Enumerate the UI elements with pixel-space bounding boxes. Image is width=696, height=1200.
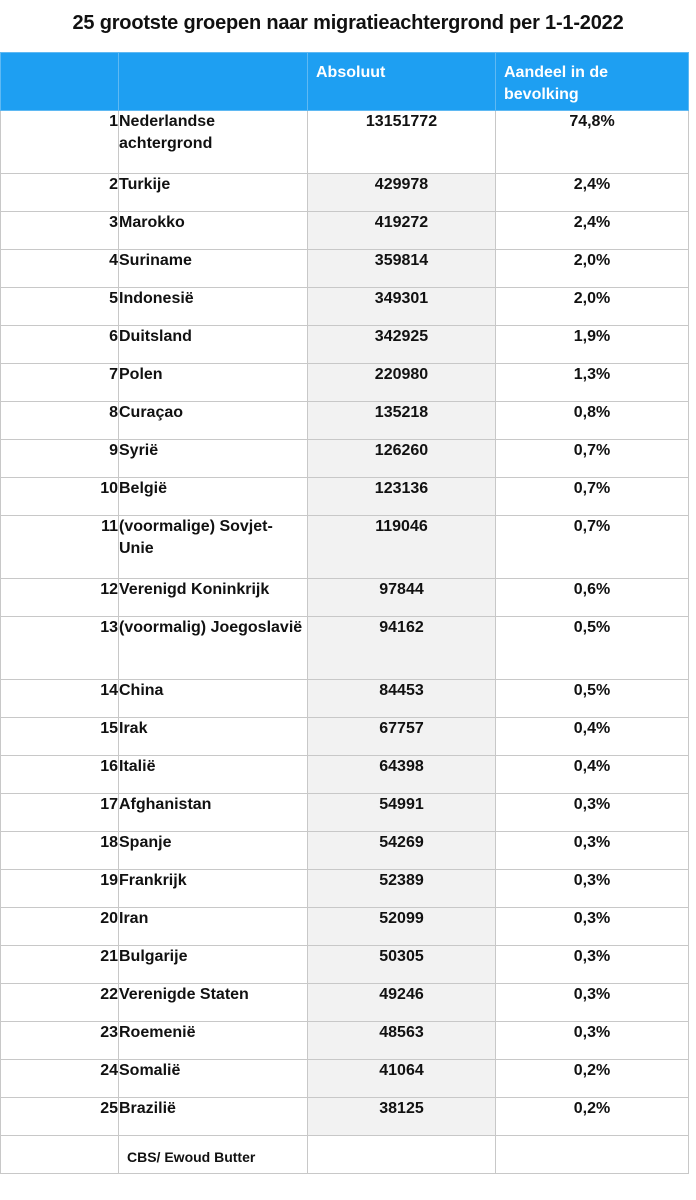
header-rank: [1, 53, 119, 111]
share-value-cell: 2,0%: [496, 250, 689, 288]
share-value-cell: 0,7%: [496, 440, 689, 478]
table-row: [1, 870, 689, 908]
absolute-value-cell: 349301: [308, 288, 496, 326]
table-row: [1, 1098, 689, 1136]
share-value-cell: 0,3%: [496, 794, 689, 832]
rank-cell: 18: [1, 832, 119, 870]
rank-cell: 17: [1, 794, 119, 832]
rank-cell: 16: [1, 756, 119, 794]
absolute-value-cell: 54991: [308, 794, 496, 832]
share-value-cell: 1,9%: [496, 326, 689, 364]
source-empty-cell: [308, 1136, 496, 1174]
header-name: [119, 53, 308, 111]
absolute-value-cell: 49246: [308, 984, 496, 1022]
share-value-cell: 0,2%: [496, 1060, 689, 1098]
rank-cell: 11: [1, 516, 119, 579]
absolute-value-cell: 52099: [308, 908, 496, 946]
group-name-cell: (voormalig) Joegoslavië: [119, 617, 308, 680]
rank-cell: 6: [1, 326, 119, 364]
rank-cell: 25: [1, 1098, 119, 1136]
group-name-cell: Irak: [119, 718, 308, 756]
rank-cell: 9: [1, 440, 119, 478]
group-name-cell: (voormalige) Sovjet-Unie: [119, 516, 308, 579]
share-value-cell: 0,7%: [496, 516, 689, 579]
share-value-cell: 0,3%: [496, 870, 689, 908]
group-name-cell: Nederlandse achtergrond: [119, 111, 308, 174]
table-row: [1, 908, 689, 946]
group-name-cell: Marokko: [119, 212, 308, 250]
group-name-cell: Polen: [119, 364, 308, 402]
absolute-value-cell: 41064: [308, 1060, 496, 1098]
absolute-value-cell: 123136: [308, 478, 496, 516]
group-name-cell: Verenigde Staten: [119, 984, 308, 1022]
group-name-cell: Spanje: [119, 832, 308, 870]
table-row: [1, 288, 689, 326]
source-empty-cell: [496, 1136, 689, 1174]
share-value-cell: 0,6%: [496, 579, 689, 617]
rank-cell: 21: [1, 946, 119, 984]
absolute-value-cell: 38125: [308, 1098, 496, 1136]
share-value-cell: 0,4%: [496, 756, 689, 794]
absolute-value-cell: 97844: [308, 579, 496, 617]
table-row: [1, 516, 689, 579]
share-value-cell: 0,5%: [496, 680, 689, 718]
absolute-value-cell: 359814: [308, 250, 496, 288]
source-label: CBS/ Ewoud Butter: [119, 1136, 308, 1174]
group-name-cell: Brazilië: [119, 1098, 308, 1136]
table-row: [1, 478, 689, 516]
rank-cell: 7: [1, 364, 119, 402]
header-row: [1, 53, 689, 111]
absolute-value-cell: 429978: [308, 174, 496, 212]
group-name-cell: Bulgarije: [119, 946, 308, 984]
absolute-value-cell: 220980: [308, 364, 496, 402]
group-name-cell: Syrië: [119, 440, 308, 478]
share-value-cell: 0,5%: [496, 617, 689, 680]
rank-cell: 1: [1, 111, 119, 174]
group-name-cell: België: [119, 478, 308, 516]
share-value-cell: 2,4%: [496, 174, 689, 212]
group-name-cell: Iran: [119, 908, 308, 946]
share-value-cell: 0,7%: [496, 478, 689, 516]
absolute-value-cell: 94162: [308, 617, 496, 680]
absolute-value-cell: 52389: [308, 870, 496, 908]
table-row: [1, 718, 689, 756]
table-body: [1, 111, 689, 1136]
table-row: [1, 832, 689, 870]
share-value-cell: 0,3%: [496, 832, 689, 870]
rank-cell: 22: [1, 984, 119, 1022]
rank-cell: 10: [1, 478, 119, 516]
group-name-cell: Duitsland: [119, 326, 308, 364]
table-row: [1, 440, 689, 478]
absolute-value-cell: 84453: [308, 680, 496, 718]
table-row: [1, 174, 689, 212]
chart-title: 25 grootste groepen naar migratieachtergrond per 1-1-2022: [72, 12, 624, 34]
share-value-cell: 2,4%: [496, 212, 689, 250]
group-name-cell: Somalië: [119, 1060, 308, 1098]
share-value-cell: 0,2%: [496, 1098, 689, 1136]
rank-cell: 14: [1, 680, 119, 718]
rank-cell: 19: [1, 870, 119, 908]
share-value-cell: 0,3%: [496, 984, 689, 1022]
table-row: [1, 1022, 689, 1060]
group-name-cell: China: [119, 680, 308, 718]
rank-cell: 15: [1, 718, 119, 756]
group-name-cell: Afghanistan: [119, 794, 308, 832]
rank-cell: 4: [1, 250, 119, 288]
share-value-cell: 0,8%: [496, 402, 689, 440]
rank-cell: 23: [1, 1022, 119, 1060]
absolute-value-cell: 13151772: [308, 111, 496, 174]
header-share: Aandeel in de bevolking: [496, 53, 689, 111]
source-empty-cell: [1, 1136, 119, 1174]
absolute-value-cell: 64398: [308, 756, 496, 794]
absolute-value-cell: 48563: [308, 1022, 496, 1060]
table-row: [1, 984, 689, 1022]
table-row: [1, 1060, 689, 1098]
table-row: [1, 756, 689, 794]
group-name-cell: Suriname: [119, 250, 308, 288]
group-name-cell: Verenigd Koninkrijk: [119, 579, 308, 617]
absolute-value-cell: 342925: [308, 326, 496, 364]
rank-cell: 2: [1, 174, 119, 212]
migration-table: [0, 52, 689, 1174]
header-absolute: Absoluut: [308, 53, 496, 111]
table-row: [1, 617, 689, 680]
share-value-cell: 1,3%: [496, 364, 689, 402]
table-row: [1, 946, 689, 984]
absolute-value-cell: 50305: [308, 946, 496, 984]
rank-cell: 5: [1, 288, 119, 326]
rank-cell: 24: [1, 1060, 119, 1098]
absolute-value-cell: 67757: [308, 718, 496, 756]
absolute-value-cell: 126260: [308, 440, 496, 478]
group-name-cell: Curaçao: [119, 402, 308, 440]
table-row: [1, 111, 689, 174]
table-row: [1, 326, 689, 364]
rank-cell: 13: [1, 617, 119, 680]
absolute-value-cell: 135218: [308, 402, 496, 440]
source-row: [1, 1136, 689, 1174]
table-row: [1, 212, 689, 250]
share-value-cell: 0,3%: [496, 946, 689, 984]
rank-cell: 12: [1, 579, 119, 617]
absolute-value-cell: 54269: [308, 832, 496, 870]
table-row: [1, 680, 689, 718]
absolute-value-cell: 419272: [308, 212, 496, 250]
table-row: [1, 579, 689, 617]
share-value-cell: 0,4%: [496, 718, 689, 756]
table-row: [1, 364, 689, 402]
group-name-cell: Frankrijk: [119, 870, 308, 908]
group-name-cell: Indonesië: [119, 288, 308, 326]
group-name-cell: Turkije: [119, 174, 308, 212]
table-row: [1, 250, 689, 288]
group-name-cell: Italië: [119, 756, 308, 794]
share-value-cell: 74,8%: [496, 111, 689, 174]
table-row: [1, 402, 689, 440]
rank-cell: 20: [1, 908, 119, 946]
share-value-cell: 0,3%: [496, 908, 689, 946]
share-value-cell: 2,0%: [496, 288, 689, 326]
group-name-cell: Roemenië: [119, 1022, 308, 1060]
rank-cell: 8: [1, 402, 119, 440]
rank-cell: 3: [1, 212, 119, 250]
absolute-value-cell: 119046: [308, 516, 496, 579]
share-value-cell: 0,3%: [496, 1022, 689, 1060]
table-row: [1, 794, 689, 832]
